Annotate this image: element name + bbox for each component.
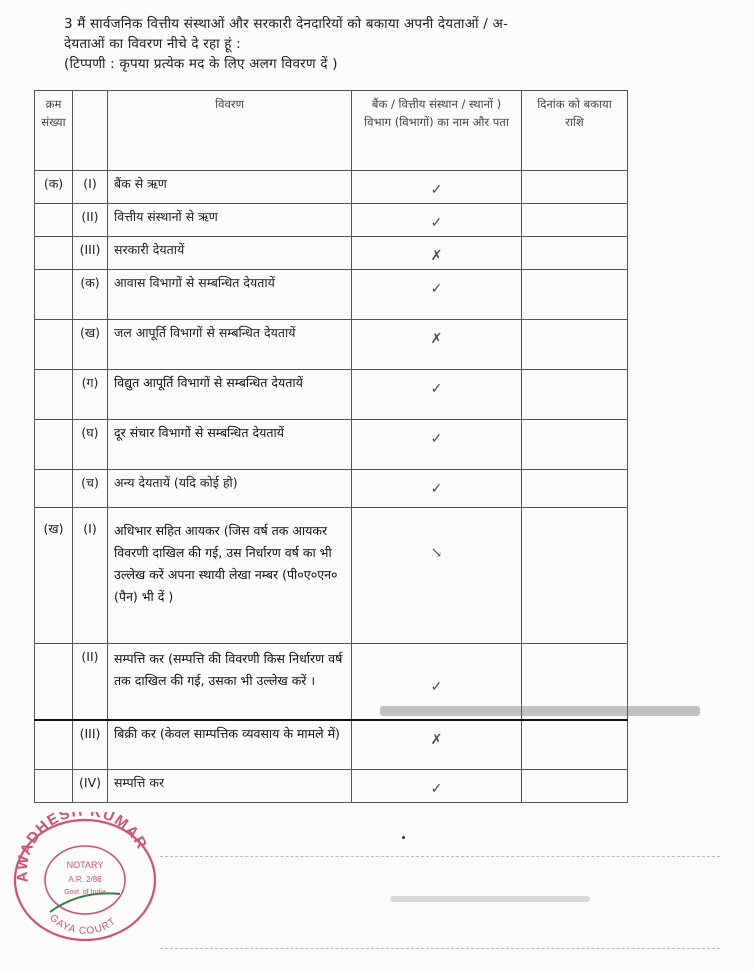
row-mark: ✗ <box>352 237 522 270</box>
row-description: विद्युत आपूर्ति विभागों से सम्बन्धित देयतायें <box>108 370 352 420</box>
row-serial <box>35 320 73 370</box>
header-serial: क्रम संख्या <box>35 91 73 171</box>
table-row <box>35 204 628 237</box>
intro-line-2: देयताओं का विवरण नीचे दे रहा हूं : <box>64 36 241 52</box>
row-sub: (II) <box>73 204 108 237</box>
row-description: आवास विभागों से सम्बन्धित देयतायें <box>108 270 352 320</box>
row-mark: ↘ <box>352 508 522 644</box>
row-mark: ✓ <box>352 204 522 237</box>
row-sub: (I) <box>73 508 108 644</box>
intro-note: (टिप्पणी : कृपया प्रत्येक मद के लिए अलग विवरण दें ) <box>64 56 338 72</box>
faded-rule <box>160 948 720 949</box>
row-sub: (II) <box>73 644 108 720</box>
row-sub: (च) <box>73 470 108 508</box>
row-serial <box>35 237 73 270</box>
row-amount <box>522 204 628 237</box>
row-description: अन्य देयतायें (यदि कोई हो) <box>108 470 352 508</box>
row-amount <box>522 508 628 644</box>
ink-smudge <box>380 706 700 716</box>
row-mark: ✓ <box>352 370 522 420</box>
row-serial: (ख) <box>35 508 73 644</box>
row-amount <box>522 370 628 420</box>
row-serial <box>35 370 73 420</box>
row-description: जल आपूर्ति विभागों से सम्बन्धित देयतायें <box>108 320 352 370</box>
row-sub: (III) <box>73 720 108 770</box>
row-description: सरकारी देयतायें <box>108 237 352 270</box>
row-amount <box>522 720 628 770</box>
row-description: सम्पत्ति कर (सम्पत्ति की विवरणी किस निर्धारण वर्ष तक दाखिल की गई, उसका भी उल्लेख करें । <box>108 644 352 720</box>
row-amount <box>522 237 628 270</box>
table-row <box>35 470 628 508</box>
header-description: विवरण <box>108 91 352 171</box>
row-sub: (ख) <box>73 320 108 370</box>
row-serial <box>35 720 73 770</box>
row-description: बिक्री कर (केवल साम्पत्तिक व्यवसाय के मामले में) <box>108 720 352 770</box>
row-serial <box>35 204 73 237</box>
faded-smudge <box>390 896 590 902</box>
row-serial <box>35 770 73 803</box>
seal-govt-text: Govt. of India <box>64 889 106 896</box>
row-mark: ✓ <box>352 644 522 720</box>
liabilities-table <box>34 90 628 803</box>
row-serial: (क) <box>35 171 73 204</box>
faded-rule <box>160 856 720 857</box>
row-sub: (I) <box>73 171 108 204</box>
table-row <box>35 720 628 770</box>
row-amount <box>522 770 628 803</box>
intro-line-1: 3 मैं सार्वजनिक वित्तीय संस्थाओं और सरकारी देनदारियों को बकाया अपनी देयताओं / अ- <box>64 16 509 32</box>
row-mark: ✓ <box>352 770 522 803</box>
notary-seal <box>10 812 160 942</box>
row-sub: (IV) <box>73 770 108 803</box>
row-serial <box>35 644 73 720</box>
svg-text:AWADHESH KUMAR <box>14 812 151 883</box>
row-mark: ✗ <box>352 320 522 370</box>
row-description: वित्तीय संस्थानों से ऋण <box>108 204 352 237</box>
row-amount <box>522 320 628 370</box>
row-serial <box>35 270 73 320</box>
row-sub: (क) <box>73 270 108 320</box>
row-amount <box>522 420 628 470</box>
signature-stroke <box>50 893 120 912</box>
row-sub: (III) <box>73 237 108 270</box>
row-mark: ✓ <box>352 270 522 320</box>
row-amount <box>522 270 628 320</box>
notary-seal-graphic <box>10 812 160 942</box>
seal-reg-text: A.R. 2/86 <box>68 875 102 884</box>
table-row <box>35 508 628 644</box>
table-row <box>35 237 628 270</box>
row-description: अधिभार सहित आयकर (जिस वर्ष तक आयकर विवरणी दाखिल की गई, उस निर्धारण वर्ष का भी उल्लेख करें अपना स्थायी लेखा नम्बर (पी०ए०एन० (पैन) भी दें ) <box>108 508 352 644</box>
row-amount <box>522 470 628 508</box>
intro-text <box>64 14 736 74</box>
ink-dot <box>402 836 405 839</box>
row-mark: ✓ <box>352 420 522 470</box>
table-row <box>35 770 628 803</box>
row-mark: ✓ <box>352 171 522 204</box>
table-row <box>35 320 628 370</box>
row-mark: ✓ <box>352 470 522 508</box>
row-serial <box>35 470 73 508</box>
svg-text:GAYA COURT <box>47 912 118 936</box>
table-row <box>35 420 628 470</box>
table-row <box>35 370 628 420</box>
header-bank: बैंक / वित्तीय संस्थान / स्थानों ) विभाग (विभागों) का नाम और पता <box>352 91 522 171</box>
row-description: सम्पत्ति कर <box>108 770 352 803</box>
table-row <box>35 171 628 204</box>
seal-notary-text: NOTARY <box>66 860 104 870</box>
row-serial <box>35 420 73 470</box>
seal-name-text: AWADHES KUMAR <box>13 812 151 884</box>
row-mark: ✗ <box>352 720 522 770</box>
row-description: बैंक से ऋण <box>108 171 352 204</box>
row-amount <box>522 171 628 204</box>
row-sub: (ग) <box>73 370 108 420</box>
header-sub <box>73 91 108 171</box>
row-description: दूर संचार विभागों से सम्बन्धित देयतायें <box>108 420 352 470</box>
table-row <box>35 270 628 320</box>
row-sub: (घ) <box>73 420 108 470</box>
seal-court-text: GAYA COURT <box>47 912 119 937</box>
header-amount: दिनांक को बकाया राशि <box>522 91 628 171</box>
